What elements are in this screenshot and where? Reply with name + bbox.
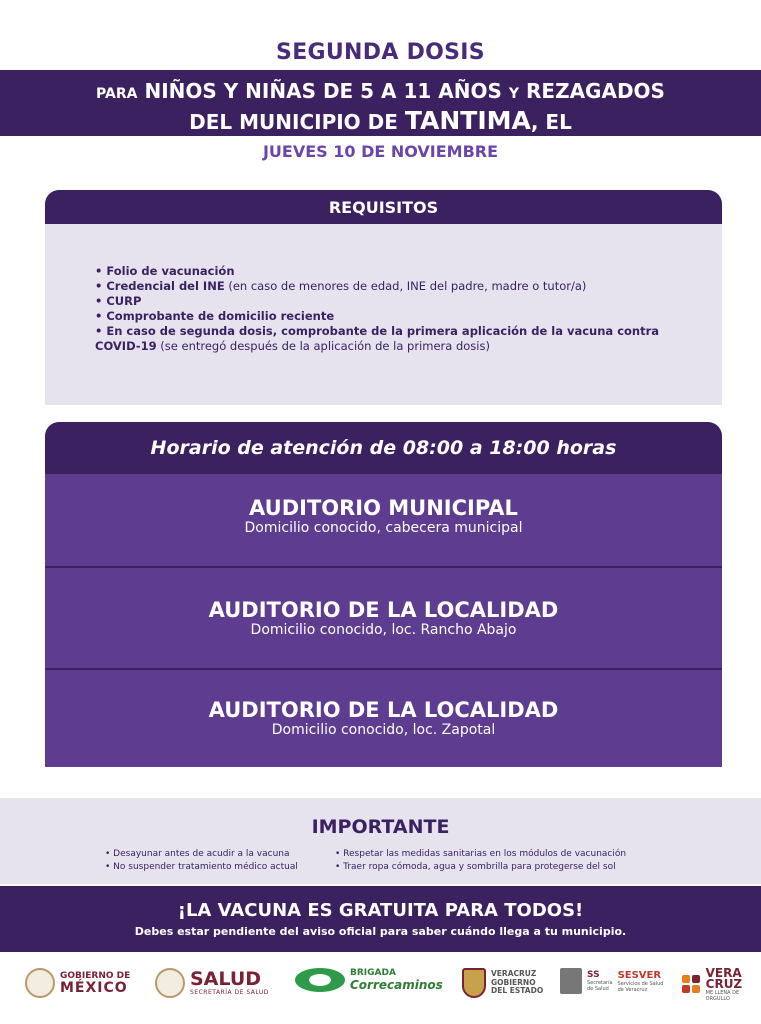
requisito-item: • Folio de vacunación	[95, 264, 235, 278]
header-para: PARA	[96, 86, 138, 102]
header-el: , EL	[530, 110, 572, 134]
venue-card	[45, 566, 722, 668]
free-vaccine-subtitle: Debes estar pendiente del aviso oficial para saber cuándo llega a tu municipio.	[134, 925, 627, 938]
event-date: JUEVES 10 DE NOVIEMBRE	[262, 142, 499, 161]
roadrunner-icon	[295, 968, 345, 992]
requisito-item: • Credencial del INE (en caso de menores de edad, INE del padre, madre o tutor/a)	[95, 279, 587, 293]
venue-address: Domicilio conocido, cabecera municipal	[244, 520, 523, 536]
veracruz-shield-icon	[462, 968, 486, 998]
important-section	[0, 798, 761, 884]
requisitos-heading: REQUISITOS	[45, 190, 722, 224]
building-icon	[560, 968, 582, 994]
header-line-1	[0, 78, 761, 107]
header-municipio-name: TANTIMA	[404, 106, 531, 135]
requisitos-panel	[45, 224, 722, 405]
header-band	[0, 70, 761, 136]
free-vaccine-banner	[0, 886, 761, 952]
requisito-item: • CURP	[95, 294, 142, 308]
veracruz-mark-icon	[682, 975, 701, 995]
veracruz-gobierno-logo: VERACRUZ GOBIERNO DEL ESTADO	[462, 968, 543, 998]
eagle-seal-icon	[25, 968, 55, 998]
important-item: • No suspender tratamiento médico actual	[105, 862, 298, 872]
schedule-panel	[45, 422, 722, 767]
header-y: Y	[508, 86, 520, 102]
venue-card	[45, 668, 722, 767]
gobierno-mexico-logo: GOBIERNO DE MÉXICO	[25, 968, 130, 998]
header-municipio-label: DEL MUNICIPIO DE	[189, 110, 398, 134]
requisitos-list	[95, 264, 695, 354]
logo-strip	[0, 962, 761, 1012]
important-list-right	[335, 848, 626, 874]
venue-name: AUDITORIO MUNICIPAL	[249, 496, 518, 520]
veracruz-orgullo-logo: VERA CRUZ ME LLENA DE ORGULLO	[682, 968, 761, 1002]
salud-logo: SALUD SECRETARÍA DE SALUD	[155, 968, 269, 998]
venue-address: Domicilio conocido, loc. Zapotal	[271, 722, 496, 738]
venue-address: Domicilio conocido, loc. Rancho Abajo	[250, 622, 517, 638]
important-list-left	[105, 848, 298, 874]
requisito-item: • Comprobante de domicilio reciente	[95, 309, 335, 323]
eagle-seal-icon	[155, 968, 185, 998]
header-rezagados: REZAGADOS	[526, 79, 665, 103]
header-line-2	[0, 107, 761, 136]
venue-card	[45, 472, 722, 566]
ss-sesver-logo: SS Secretaría de Salud SESVER Servicios de Salud de Veracruz	[560, 968, 663, 994]
brigada-correcaminos-logo: BRIGADA Correcaminos	[295, 968, 443, 992]
important-item: • Desayunar antes de acudir a la vacuna	[105, 849, 290, 859]
important-heading: IMPORTANTE	[311, 816, 450, 838]
requisito-item: • En caso de segunda dosis, comprobante de la primera aplicación de la vacuna contra COVID-19 (se entregó después de la aplicación de la primera dosis)	[95, 324, 660, 353]
page-title: SEGUNDA DOSIS	[276, 40, 485, 65]
venue-name: AUDITORIO DE LA LOCALIDAD	[208, 598, 559, 622]
important-item: • Traer ropa cómoda, agua y sombrilla para protegerse del sol	[335, 862, 616, 872]
header-audience: NIÑOS Y NIÑAS DE 5 A 11 AÑOS	[144, 79, 502, 103]
venue-name: AUDITORIO DE LA LOCALIDAD	[208, 698, 559, 722]
schedule-hours: Horario de atención de 08:00 a 18:00 horas	[150, 437, 617, 459]
important-item: • Respetar las medidas sanitarias en los módulos de vacunación	[335, 849, 627, 859]
free-vaccine-title: ¡LA VACUNA ES GRATUITA PARA TODOS!	[177, 900, 584, 921]
